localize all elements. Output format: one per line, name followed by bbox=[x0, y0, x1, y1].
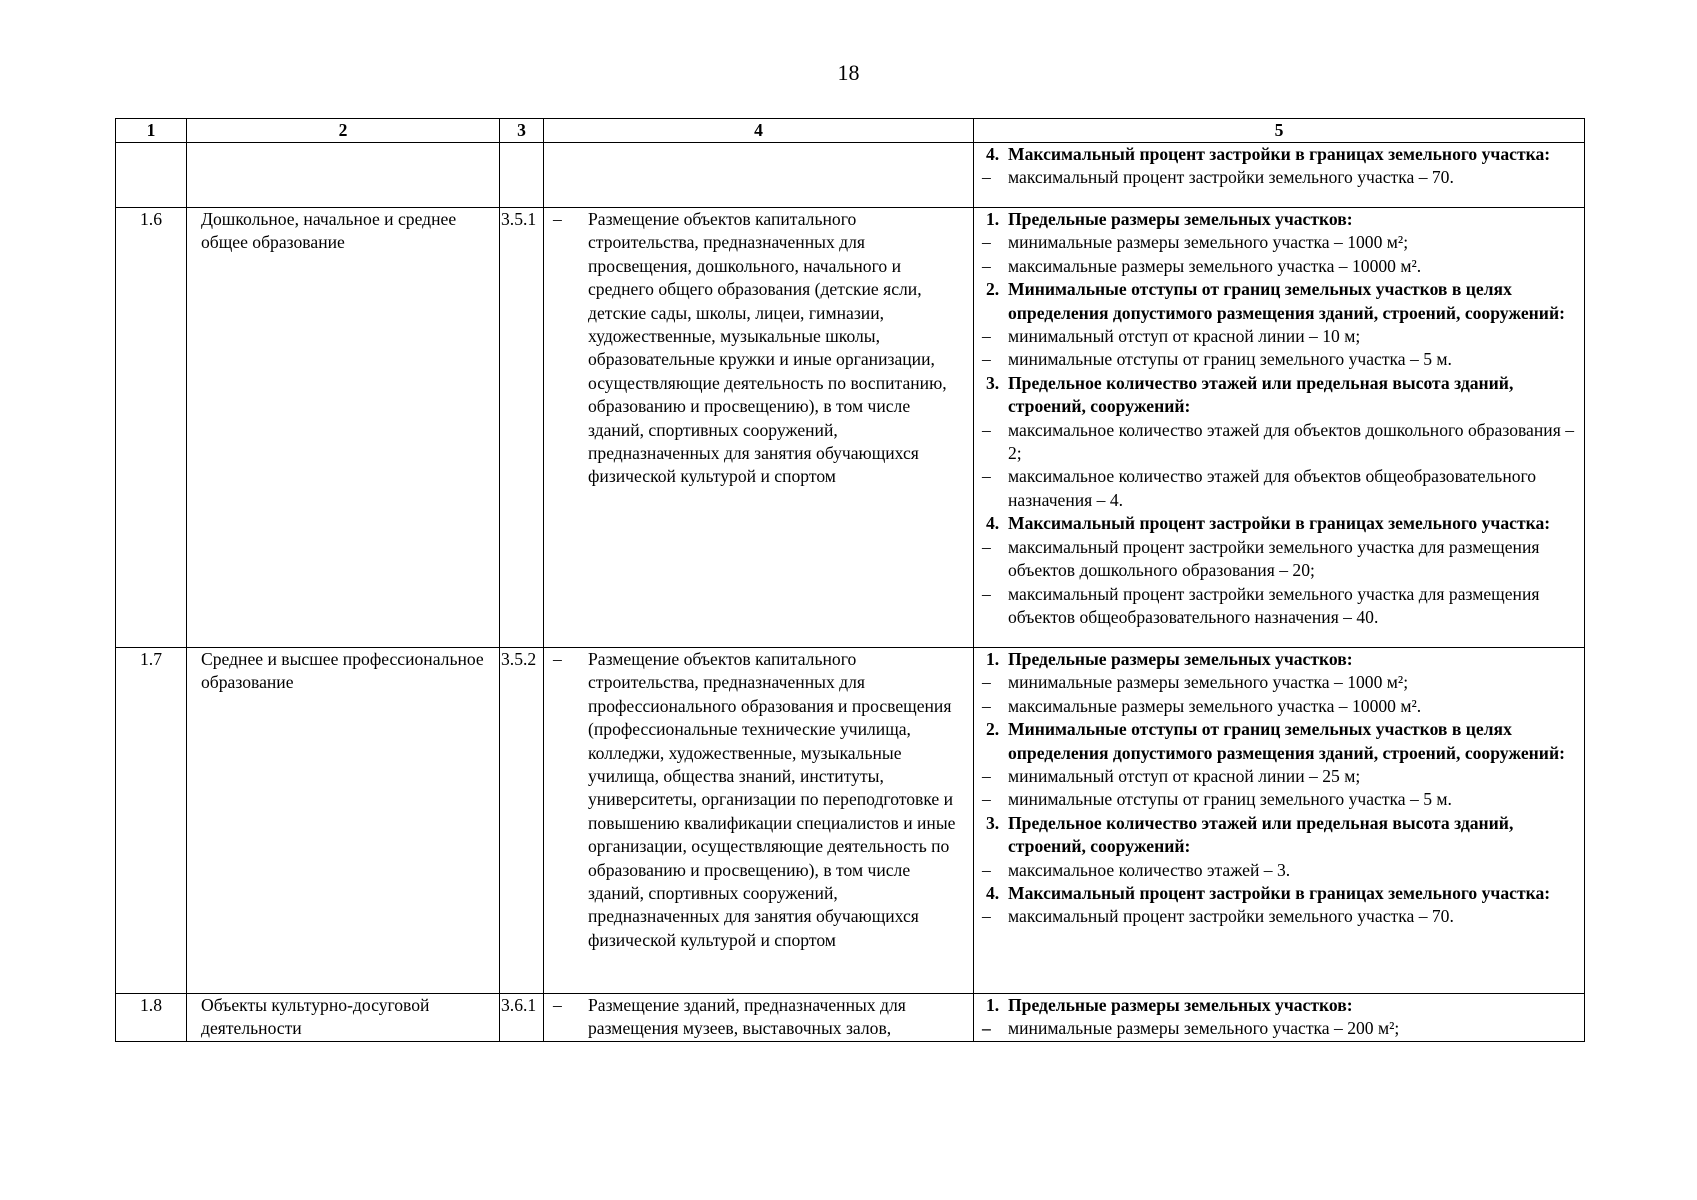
row-number: 1.6 bbox=[116, 208, 187, 648]
description-block bbox=[544, 648, 973, 952]
description-cell bbox=[544, 143, 974, 208]
table-row bbox=[116, 994, 1585, 1042]
parameter-marker: – bbox=[982, 766, 991, 787]
parameter-item bbox=[974, 465, 1584, 512]
parameter-item bbox=[974, 905, 1584, 928]
use-type-code: 3.5.2 bbox=[500, 648, 544, 994]
parameter-text: Минимальные отступы от границ земельных участков в целях определения допустимого размещения зданий, строений, сооружений: bbox=[1008, 719, 1565, 763]
parameter-marker: 1. bbox=[986, 209, 1000, 229]
parameter-text: максимальное количество этажей для объектов общеобразовательного назначения – 4. bbox=[1008, 466, 1537, 510]
use-type-code bbox=[500, 143, 544, 208]
table-header bbox=[116, 119, 1585, 143]
header-col-1: 1 bbox=[116, 119, 187, 143]
description-dash: – bbox=[553, 995, 562, 1015]
parameter-text: Максимальный процент застройки в границах земельного участка: bbox=[1008, 144, 1551, 164]
parameter-item bbox=[974, 583, 1584, 630]
table-body bbox=[116, 143, 1585, 1042]
parameter-marker: – bbox=[982, 419, 991, 440]
parameter-item bbox=[974, 859, 1584, 882]
parameter-text: максимальный процент застройки земельного участка для размещения объектов общеобразовательного назначения – 40. bbox=[1008, 583, 1540, 627]
parameter-text: минимальный отступ от красной линии – 25 м; bbox=[1008, 766, 1361, 787]
table-row bbox=[116, 143, 1585, 208]
description-cell bbox=[544, 648, 974, 994]
parameter-marker: – bbox=[982, 789, 991, 810]
description-dash: – bbox=[553, 649, 562, 669]
use-type-name: Среднее и высшее профессиональное образование bbox=[187, 648, 500, 994]
parameter-text: минимальные размеры земельного участка – 200 м²; bbox=[1008, 1018, 1400, 1039]
parameter-heading bbox=[974, 372, 1584, 419]
regulations-table bbox=[115, 118, 1585, 1042]
parameter-marker: 2. bbox=[986, 719, 1000, 740]
parameter-text: Максимальный процент застройки в границах земельного участка: bbox=[1008, 883, 1551, 904]
parameter-marker: 3. bbox=[986, 372, 1000, 393]
parameter-marker: 4. bbox=[986, 883, 1000, 904]
use-type-name: Объекты культурно-досуговой деятельности bbox=[187, 994, 500, 1042]
parameter-text: максимальные размеры земельного участка – 10000 м². bbox=[1008, 255, 1422, 276]
parameter-heading bbox=[974, 512, 1584, 535]
parameters-cell bbox=[974, 143, 1585, 208]
parameter-text: минимальные размеры земельного участка – 1000 м²; bbox=[1008, 672, 1409, 693]
parameter-heading bbox=[974, 648, 1584, 671]
parameter-text: максимальное количество этажей для объектов дошкольного образования – 2; bbox=[1008, 419, 1574, 464]
parameter-text: Максимальный процент застройки в границах земельного участка: bbox=[1008, 513, 1551, 534]
row-number: 1.7 bbox=[116, 648, 187, 994]
parameter-item bbox=[974, 166, 1584, 189]
parameter-text: минимальный отступ от красной линии – 10 м; bbox=[1008, 326, 1361, 347]
parameter-marker: 2. bbox=[986, 279, 1000, 300]
parameter-text: Предельные размеры земельных участков: bbox=[1008, 649, 1353, 669]
row-number bbox=[116, 143, 187, 208]
parameter-heading bbox=[974, 208, 1584, 231]
parameter-heading bbox=[974, 994, 1584, 1017]
header-col-5: 5 bbox=[974, 119, 1585, 143]
parameter-heading bbox=[974, 882, 1584, 905]
parameter-marker: – bbox=[982, 906, 991, 927]
parameters-cell bbox=[974, 994, 1585, 1042]
parameter-marker: – bbox=[982, 167, 991, 188]
use-type-code: 3.5.1 bbox=[500, 208, 544, 648]
parameter-text: Предельное количество этажей или предельная высота зданий, строений, сооружений: bbox=[1008, 372, 1514, 417]
parameter-item bbox=[974, 536, 1584, 583]
table-row bbox=[116, 208, 1585, 648]
use-type-name: Дошкольное, начальное и среднее общее образование bbox=[187, 208, 500, 648]
parameter-marker: – bbox=[982, 349, 991, 370]
parameter-text: минимальные отступы от границ земельного участка – 5 м. bbox=[1008, 349, 1452, 370]
parameter-item bbox=[974, 695, 1584, 718]
description-cell bbox=[544, 208, 974, 648]
parameter-marker: – bbox=[982, 326, 991, 347]
use-type-name bbox=[187, 143, 500, 208]
parameter-text: Минимальные отступы от границ земельных участков в целях определения допустимого размещения зданий, строений, сооружений: bbox=[1008, 279, 1565, 323]
parameter-heading bbox=[974, 812, 1584, 859]
parameters-cell bbox=[974, 208, 1585, 648]
header-col-4: 4 bbox=[544, 119, 974, 143]
parameter-marker: – bbox=[982, 1018, 991, 1039]
parameter-text: Предельное количество этажей или предельная высота зданий, строений, сооружений: bbox=[1008, 812, 1514, 857]
parameter-item bbox=[974, 788, 1584, 811]
parameter-marker: 1. bbox=[986, 995, 1000, 1015]
parameter-marker: – bbox=[982, 536, 991, 557]
parameter-marker: 4. bbox=[986, 144, 1000, 164]
description-text: Размещение зданий, предназначенных для размещения музеев, выставочных залов, bbox=[588, 995, 906, 1039]
use-type-code: 3.6.1 bbox=[500, 994, 544, 1042]
parameter-heading bbox=[974, 143, 1584, 166]
parameter-text: минимальные размеры земельного участка – 1000 м²; bbox=[1008, 232, 1409, 253]
parameter-marker: – bbox=[982, 672, 991, 693]
parameter-item bbox=[974, 1017, 1584, 1040]
description-dash: – bbox=[553, 209, 562, 229]
description-cell bbox=[544, 994, 974, 1042]
parameter-marker: 4. bbox=[986, 513, 1000, 534]
description-text: Размещение объектов капитального строительства, предназначенных для профессионального образования и просвещения (профессиональные технические училища, колледжи, художественные, музыкальные училища, общества знаний, институты, университеты, организации по переподготовке и повышению квалификации специалистов и иные организации, осуществляющие деятельность по образованию и просвещению), в том числе зданий, спортивных сооружений, предназначенных для занятия обучающихся физической культурой и спортом bbox=[588, 649, 956, 950]
parameter-marker: 3. bbox=[986, 812, 1000, 833]
parameter-text: Предельные размеры земельных участков: bbox=[1008, 995, 1353, 1015]
parameter-text: максимальное количество этажей – 3. bbox=[1008, 859, 1291, 880]
parameter-item bbox=[974, 325, 1584, 348]
header-row bbox=[116, 119, 1585, 143]
parameter-text: Предельные размеры земельных участков: bbox=[1008, 209, 1353, 229]
header-col-2: 2 bbox=[187, 119, 500, 143]
parameter-item bbox=[974, 231, 1584, 254]
parameter-marker: – bbox=[982, 695, 991, 716]
parameter-item bbox=[974, 419, 1584, 466]
parameter-marker: – bbox=[982, 255, 991, 276]
parameter-text: минимальные отступы от границ земельного участка – 5 м. bbox=[1008, 789, 1452, 810]
parameter-marker: – bbox=[982, 466, 991, 487]
parameter-item bbox=[974, 765, 1584, 788]
parameter-text: максимальный процент застройки земельного участка – 70. bbox=[1008, 167, 1454, 188]
parameter-item bbox=[974, 255, 1584, 278]
description-text: Размещение объектов капитального строительства, предназначенных для просвещения, дошкольного, начального и среднего общего образования (детские ясли, детские сады, школы, лицеи, гимназии, художественные, музыкальные школы, образовательные кружки и иные организации, осуществляющие деятельность по воспитанию, образованию и просвещению), в том числе зданий, спортивных сооружений, предназначенных для занятия обучающихся физической культурой и спортом bbox=[588, 209, 947, 487]
parameter-marker: – bbox=[982, 859, 991, 880]
parameter-item bbox=[974, 671, 1584, 694]
parameter-text: максимальные размеры земельного участка – 10000 м². bbox=[1008, 695, 1422, 716]
description-block bbox=[544, 994, 973, 1041]
parameter-heading bbox=[974, 278, 1584, 325]
row-number: 1.8 bbox=[116, 994, 187, 1042]
parameter-marker: – bbox=[982, 232, 991, 253]
parameter-marker: – bbox=[982, 583, 991, 604]
parameter-marker: 1. bbox=[986, 649, 1000, 669]
parameter-text: максимальный процент застройки земельного участка для размещения объектов дошкольного образования – 20; bbox=[1008, 536, 1540, 581]
parameter-item bbox=[974, 348, 1584, 371]
parameter-heading bbox=[974, 718, 1584, 765]
page-number: 18 bbox=[837, 60, 860, 85]
table-row bbox=[116, 648, 1585, 994]
parameter-text: максимальный процент застройки земельного участка – 70. bbox=[1008, 906, 1454, 927]
header-col-3: 3 bbox=[500, 119, 544, 143]
parameters-cell bbox=[974, 648, 1585, 994]
description-block bbox=[544, 208, 973, 489]
